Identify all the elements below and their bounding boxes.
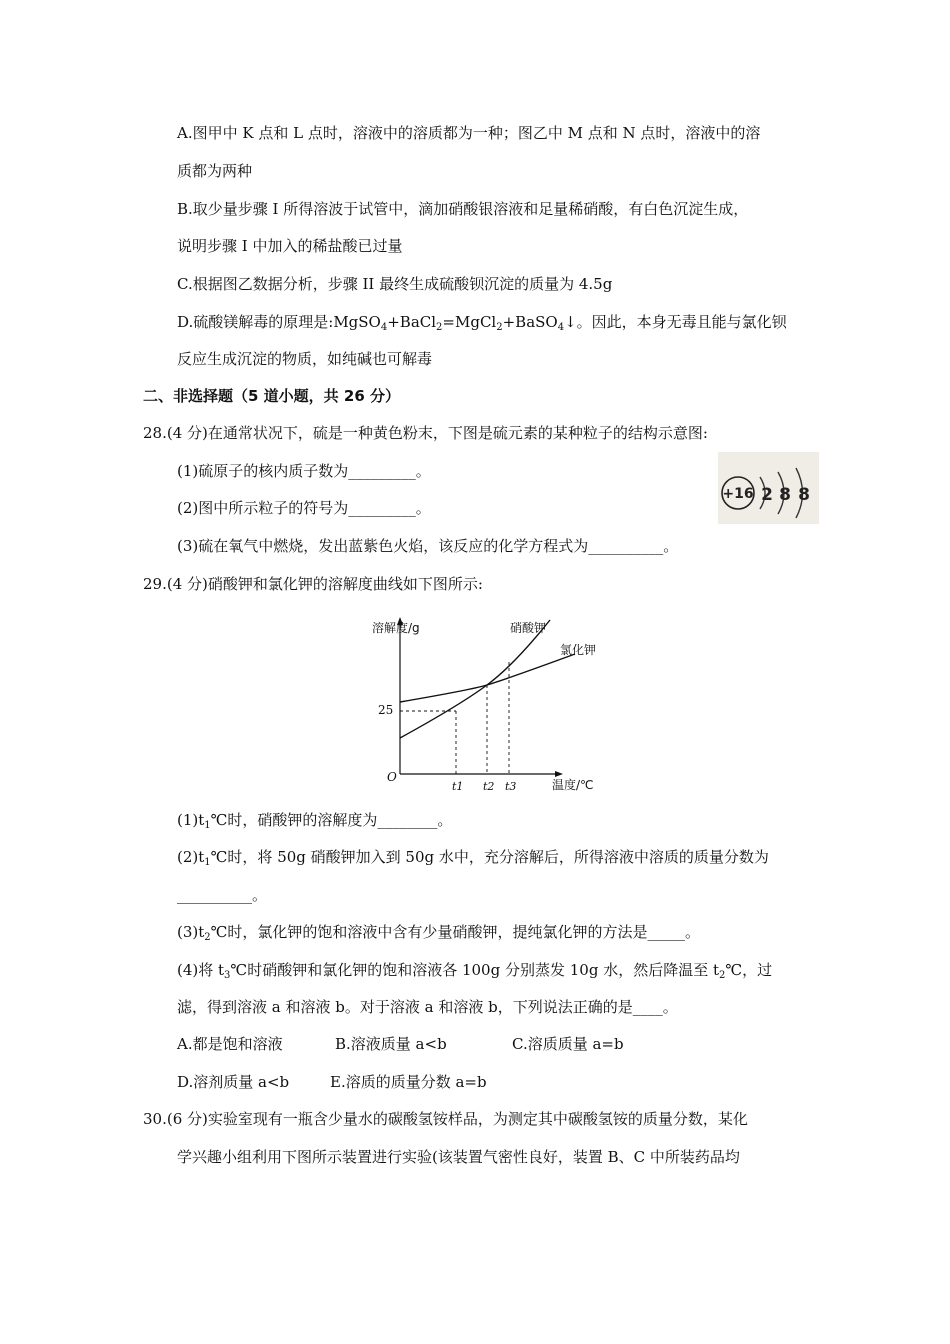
q29-stem: 29.(4 分)硝酸钾和氯化钾的溶解度曲线如下图所示: [143, 575, 483, 593]
q29-part4-line1: (4)将 $t_3℃$时硝酸钾和氯化钾的饱和溶液各 100g 分别蒸发 10g 水，然后降温至 $t_2℃$，过 [177, 961, 773, 981]
origin-label: O [387, 770, 397, 784]
section-2-title: 二、非选择题（5 道小题，共 26 分） [143, 387, 400, 405]
x-tick-t3: t3 [505, 780, 517, 792]
nucleus-charge: +16 [722, 486, 754, 502]
q27-option-c: C.根据图乙数据分析，步骤 II 最终生成硫酸钡沉淀的质量为 4.5g [177, 275, 613, 293]
q28-part2: (2)图中所示粒子的符号为_________。 [177, 499, 431, 517]
q29-part2-line2: __________。 [177, 886, 268, 904]
q27-option-d-line1: D.硫酸镁解毒的原理是:MgSO$_4$+BaCl$_2$=MgCl$_2$+BaSO$_4$↓。因此，本身无毒且能与氯化钡 [177, 313, 787, 333]
q27-option-b-line1: B.取少量步骤 I 所得溶波于试管中，滴加硝酸银溶液和足量稀硝酸，有白色沉淀生成， [177, 200, 749, 218]
shell-electrons-1: 2 [761, 485, 773, 505]
q27-option-b-line2: 说明步骤 I 中加入的稀盐酸已过量 [177, 237, 403, 255]
q29-option-c: C.溶质质量 a=b [512, 1035, 624, 1053]
shell-electrons-3: 8 [798, 485, 810, 505]
q30-stem-line2: 学兴趣小组利用下图所示装置进行实验(该装置气密性良好，装置 B、C 中所装药品均 [177, 1148, 740, 1166]
q30-stem-line1: 30.(6 分)实验室现有一瓶含少量水的碳酸氢铵样品，为测定其中碳酸氢铵的质量分数，某化 [143, 1110, 748, 1128]
q29-option-e: E.溶质的质量分数 a=b [330, 1073, 487, 1091]
q28-stem: 28.(4 分)在通常状况下，硫是一种黄色粉末，下图是硫元素的某种粒子的结构示意图: [143, 424, 708, 442]
solubility-chart [360, 614, 610, 792]
q27-option-d-line2: 反应生成沉淀的物质，如纯碱也可解毒 [177, 350, 433, 368]
q27-option-a-line1: A.图甲中 K 点和 L 点时，溶液中的溶质都为一种；图乙中 M 点和 N 点时，溶液中的溶 [177, 124, 761, 142]
series-kcl-curve [400, 654, 575, 702]
q28-part1: (1)硫原子的核内质子数为_________。 [177, 462, 431, 480]
q29-option-b: B.溶液质量 a<b [335, 1035, 447, 1053]
q29-option-d: D.溶剂质量 a<b [177, 1073, 290, 1091]
shell-electrons-2: 8 [779, 485, 791, 505]
q29-option-a: A.都是饱和溶液 [177, 1035, 283, 1053]
x-axis-arrow [555, 771, 563, 777]
x-axis-label: 温度/℃ [552, 778, 594, 792]
q28-part3: (3)硫在氧气中燃烧，发出蓝紫色火焰，该反应的化学方程式为__________。 [177, 537, 679, 555]
sulfur-ion-structure-diagram [718, 452, 819, 524]
y-tick-25: 25 [378, 703, 394, 717]
q29-part1: $(1)t_1℃$时，硝酸钾的溶解度为________。 [177, 811, 453, 831]
q29-part3: $(3)t_2℃$时，氯化钾的饱和溶液中含有少量硝酸钾，提纯氯化钾的方法是_____。 [177, 923, 700, 943]
q29-part4-line2: 滤，得到溶液 a 和溶液 b。对于溶液 a 和溶液 b，下列说法正确的是____。 [177, 998, 678, 1016]
x-tick-t1: t1 [452, 780, 464, 792]
q29-part2-line1: $(2)t_1℃$时，将 50g 硝酸钾加入到 50g 水中，充分溶解后，所得溶液中溶质的质量分数为 [177, 848, 769, 868]
x-tick-t2: t2 [483, 780, 495, 792]
q27-option-a-line2: 质都为两种 [177, 162, 253, 180]
y-axis-label: 溶解度/g [372, 621, 420, 635]
series-kno3-curve [400, 620, 550, 738]
series-kno3-label: 硝酸钾 [510, 621, 547, 635]
series-kcl-label: 氯化钾 [560, 643, 597, 657]
